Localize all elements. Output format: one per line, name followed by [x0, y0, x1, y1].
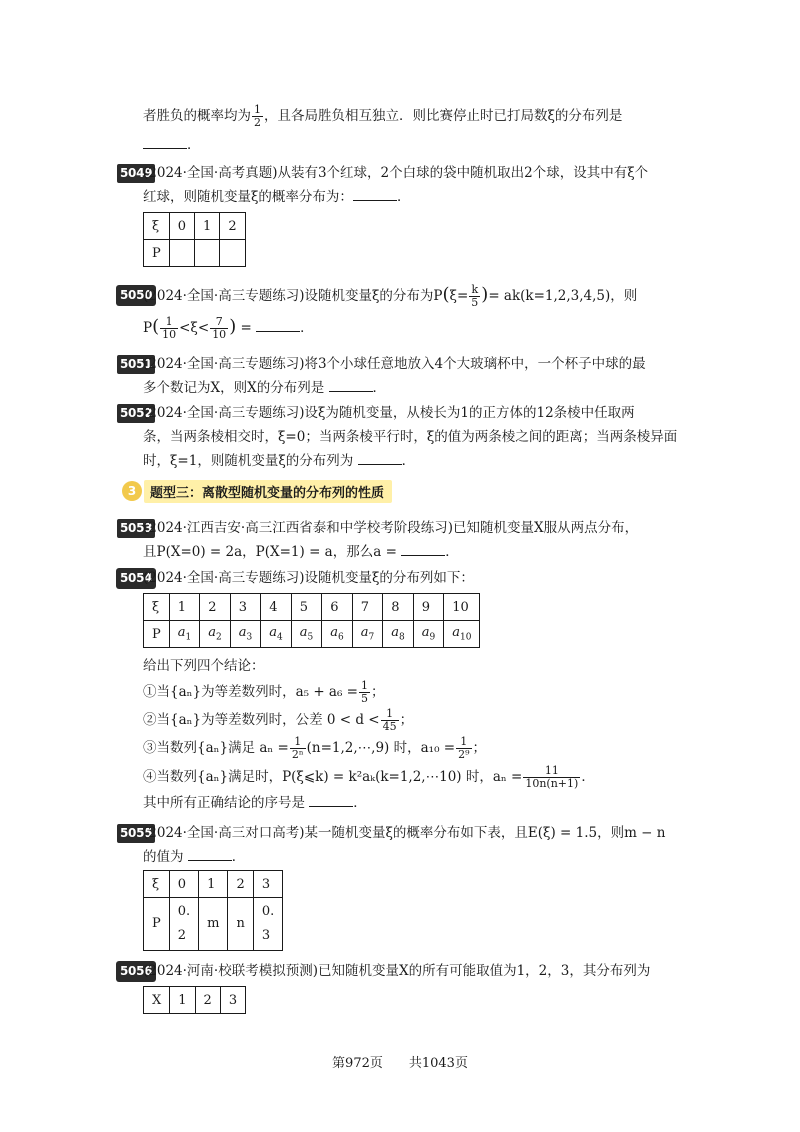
table-cell: $a_9$: [413, 621, 444, 648]
q5056-distribution-table: [143, 986, 246, 1014]
q5050-line-2: P( $\frac{1}{10}$ <ξ< $\frac{7}{10}$ ) = ．: [143, 315, 314, 341]
q5054-conclusion-4: ④当数列{aₙ}满足时，P(ξ⩽k) = k²aₖ(k=1,2,⋯10) 时，aₙ = $\frac{11}{10n(n+1)}$ ．: [143, 764, 595, 790]
table-cell: 2: [220, 213, 245, 240]
table-row: [144, 240, 246, 267]
table-cell: $a_6$: [322, 621, 353, 648]
answer-blank[interactable]: [401, 543, 445, 556]
q5054-lead: 给出下列四个结论：: [143, 658, 265, 674]
table-row: [144, 987, 246, 1014]
table-cell: 3: [230, 594, 261, 621]
table-row: [144, 621, 480, 648]
page-footer: 第972页 共1043页: [332, 1056, 468, 1071]
answer-blank[interactable]: [309, 794, 353, 807]
table-cell: 10: [444, 594, 480, 621]
question-number: 5049: [117, 164, 155, 183]
answer-blank[interactable]: [353, 188, 397, 201]
q5054-distribution-table: [143, 593, 480, 648]
q5052-line-3: 时，ξ=1，则随机变量ξ的分布列为 ．: [143, 453, 416, 469]
q5052-line-1: (2024·全国·高三专题练习)设ξ为随机变量，从棱长为1的正方体的12条棱中任取两: [143, 405, 635, 421]
table-cell: $a_8$: [383, 621, 414, 648]
q5049-line-2: 红球，则随机变量ξ的概率分布为： ．: [143, 189, 411, 205]
question-number: 5050: [117, 286, 155, 305]
table-row: [144, 213, 246, 240]
fraction: $\frac{1}{\text{2ⁿ}}$: [291, 735, 304, 761]
table-cell: 4: [261, 594, 292, 621]
table-cell: 3: [253, 871, 282, 898]
q5053-line-2: 且P(X=0) = 2a，P(X=1) = a，那么a = ．: [143, 544, 459, 560]
fraction: $\frac{1}{5}$: [361, 679, 368, 705]
question-number: 5054: [117, 569, 155, 588]
fraction: $\frac{1}{10}$: [162, 315, 177, 341]
table-cell: 1: [169, 594, 200, 621]
table-cell[interactable]: [169, 240, 194, 267]
table-cell: 1: [170, 987, 195, 1014]
section-number-badge: 3: [122, 481, 142, 501]
table-cell: ξ: [144, 871, 170, 898]
table-row: [144, 898, 283, 951]
fraction: $\frac{1}{\text{2⁹}}$: [458, 735, 470, 761]
table-cell: $a_4$: [261, 621, 292, 648]
table-cell[interactable]: [220, 240, 245, 267]
table-cell: ξ: [144, 594, 170, 621]
table-cell: n: [228, 898, 253, 951]
table-cell: $a_2$: [200, 621, 231, 648]
table-cell: 0: [169, 213, 194, 240]
table-cell: 3: [220, 987, 245, 1014]
q5054-conclusion-2: ②当{aₙ}为等差数列时，公差 0 < d < $\frac{1}{45}$ ；: [143, 707, 414, 733]
intro-line-2: ．: [143, 134, 201, 156]
table-cell: $a_7$: [352, 621, 383, 648]
q5051-line-1: (2024·全国·高三专题练习)将3个小球任意地放入4个大玻璃杯中，一个杯子中球的最: [143, 356, 646, 372]
q5049-line-1: (2024·全国·高考真题)从装有3个红球，2个白球的袋中随机取出2个球，设其中有ξ个: [143, 165, 649, 181]
table-cell[interactable]: [195, 240, 220, 267]
table-cell: m: [199, 898, 228, 951]
section-banner: [122, 480, 392, 502]
q5054-tail: 其中所有正确结论的序号是 ．: [143, 795, 367, 811]
question-number: 5055: [117, 824, 155, 843]
answer-blank[interactable]: [358, 452, 402, 465]
q5052-line-2: 条，当两条棱相交时，ξ=0；当两条棱平行时，ξ的值为两条棱之间的距离；当两条棱异面: [143, 429, 678, 445]
question-number: 5051: [117, 355, 155, 374]
section-title: 题型三：离散型随机变量的分布列的性质: [144, 480, 392, 503]
q5056-line-1: (2024·河南·校联考模拟预测)已知随机变量X的所有可能取值为1，2，3，其分布列为: [143, 963, 651, 979]
q5055-line-2: 的值为 ．: [143, 849, 246, 865]
answer-blank[interactable]: [188, 848, 232, 861]
q5053-line-1: (2024·江西吉安·高三江西省泰和中学校考阶段练习)已知随机变量X服从两点分布，: [143, 520, 639, 536]
table-cell: $a_5$: [291, 621, 322, 648]
table-cell: $a_{10}$: [444, 621, 480, 648]
fraction: $\frac{1}{2}$: [254, 103, 261, 129]
q5055-line-1: (2024·全国·高三对口高考)某一随机变量ξ的概率分布如下表，且E(ξ) = 1.5，则m − n: [143, 825, 666, 841]
table-cell: ξ: [144, 213, 170, 240]
table-cell: 1: [199, 871, 228, 898]
table-cell: X: [144, 987, 170, 1014]
q5049-distribution-table: [143, 212, 246, 267]
table-row: [144, 871, 283, 898]
table-cell: P: [144, 621, 170, 648]
table-cell: 5: [291, 594, 322, 621]
table-cell: 8: [383, 594, 414, 621]
table-cell: 0: [169, 871, 198, 898]
q5054-conclusion-3: ③当数列{aₙ}满足 aₙ = $\frac{1}{\text{2ⁿ}}$ (n=1,2,⋯,9) 时，a₁₀ = $\frac{1}{\text{2⁹}}$ ；: [143, 735, 487, 761]
question-number: 5053: [117, 519, 155, 538]
table-cell: $a_3$: [230, 621, 261, 648]
table-cell: P: [144, 898, 170, 951]
table-cell: $a_1$: [169, 621, 200, 648]
table-row: [144, 594, 480, 621]
table-cell: 6: [322, 594, 353, 621]
answer-blank[interactable]: [329, 379, 373, 392]
q5050-line-1: (2024·全国·高三专题练习)设随机变量ξ的分布为P(ξ= $\frac{k}{5}$ )= ak(k=1,2,3,4,5)，则: [143, 283, 638, 309]
answer-blank[interactable]: [256, 319, 300, 332]
question-number: 5052: [117, 404, 155, 423]
table-cell: 2: [228, 871, 253, 898]
q5054-conclusion-1: ①当{aₙ}为等差数列时，a₅ + a₆ = $\frac{1}{5}$ ；: [143, 679, 385, 705]
table-cell: 7: [352, 594, 383, 621]
fraction: $\frac{1}{45}$: [382, 707, 397, 733]
q5054-line-1: (2024·全国·高三专题练习)设随机变量ξ的分布列如下：: [143, 570, 474, 586]
answer-blank[interactable]: [143, 136, 187, 149]
table-cell: 0. 3: [253, 898, 282, 951]
q5055-distribution-table: [143, 870, 283, 951]
table-cell: 0. 2: [169, 898, 198, 951]
table-cell: 2: [200, 594, 231, 621]
fraction: $\frac{k}{5}$: [471, 283, 479, 309]
table-cell: P: [144, 240, 170, 267]
q5051-line-2: 多个数记为X，则X的分布列是 ．: [143, 380, 387, 396]
table-cell: 9: [413, 594, 444, 621]
question-number: 5056: [117, 962, 155, 981]
fraction: $\frac{11}{10n(n+1)}$: [525, 764, 579, 790]
table-cell: 2: [195, 987, 220, 1014]
intro-line-1: 者胜负的概率均为 $\frac{1}{2}$ ，且各局胜负相互独立．则比赛停止时已打局数ξ的分布列是: [143, 103, 623, 129]
table-cell: 1: [195, 213, 220, 240]
fraction: $\frac{7}{10}$: [212, 315, 227, 341]
